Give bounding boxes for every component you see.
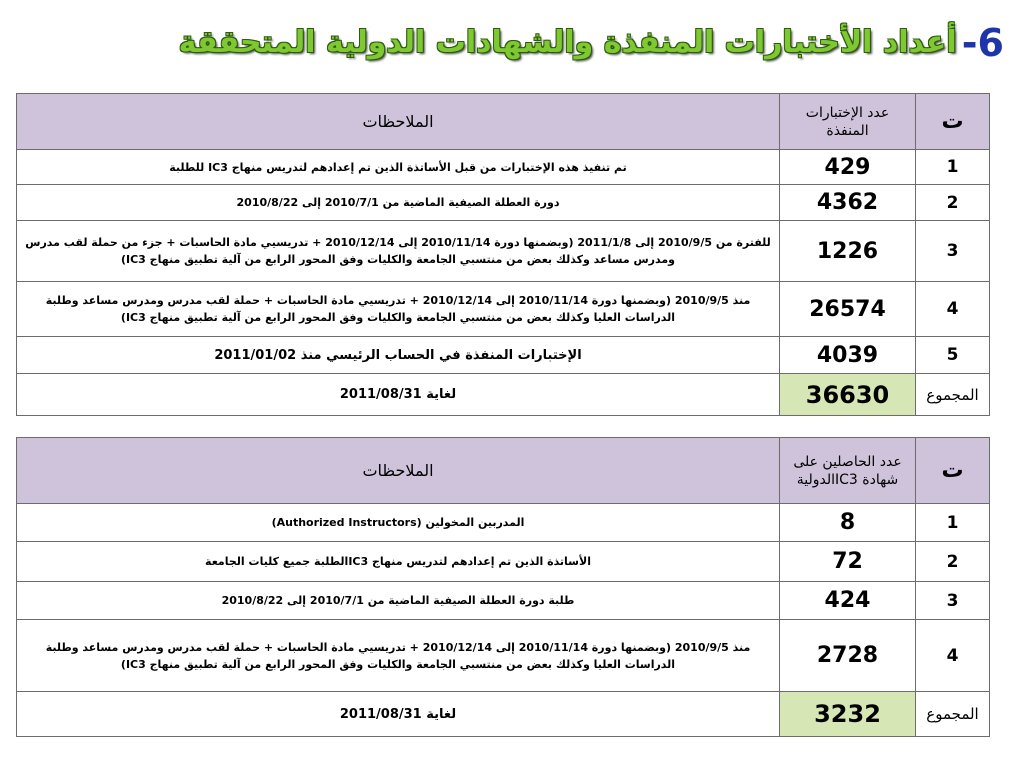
row-index: 4: [916, 282, 990, 337]
row-note: طلبة دورة العطلة الصيفية الماضية من 2010/7/1 إلى 2010/8/22: [17, 582, 780, 620]
row-index: 2: [916, 542, 990, 582]
certificate-holders-table: [16, 437, 990, 737]
row-note: للفترة من 2010/9/5 إلى 2011/1/8 (وبضمنها دورة 2010/11/14 إلى 2010/12/14 + تدريسيي مادة الحاسبات + جزء من حملة لقب مدرس ومدرس مساعد وكذلك بعض من منتسبي الجامعة والكليات وفق المحور الرابع من آلية تطبيق منهاج IC3): [17, 221, 780, 282]
total-note: لغاية 2011/08/31: [17, 692, 780, 737]
table-row: [17, 221, 990, 282]
table-row: [17, 620, 990, 692]
row-note: الإختبارات المنفذة في الحساب الرئيسي منذ 2011/01/02: [17, 337, 780, 374]
title-text: أعداد الأختبارات المنفذة والشهادات الدولية المتحققة: [178, 25, 957, 60]
row-index: 3: [916, 582, 990, 620]
header-index: ت: [916, 438, 990, 504]
row-note: منذ 2010/9/5 (وبضمنها دورة 2010/11/14 إلى 2010/12/14 + تدريسيي مادة الحاسبات + حملة لقب مدرس ومدرس مساعد وطلبة الدراسات العليا وكذلك بعض من منتسبي الجامعة والكليات وفق المحور الرابع من آلية تطبيق منهاج IC3): [17, 282, 780, 337]
row-note: منذ 2010/9/5 (وبضمنها دورة 2010/11/14 إلى 2010/12/14 + تدريسيي مادة الحاسبات + حملة لقب مدرس ومدرس مساعد وطلبة الدراسات العليا وكذلك بعض من منتسبي الجامعة والكليات وفق المحور الرابع من آلية تطبيق منهاج IC3): [17, 620, 780, 692]
row-count: 72: [780, 542, 916, 582]
row-count: 26574: [780, 282, 916, 337]
row-count: 2728: [780, 620, 916, 692]
table-total-row: [17, 692, 990, 737]
row-index: 5: [916, 337, 990, 374]
title-number: 6-: [961, 21, 1004, 65]
page-title: [0, 10, 1004, 76]
total-count: 36630: [780, 374, 916, 416]
row-count: 4362: [780, 185, 916, 221]
executed-tests-table: [16, 93, 990, 416]
row-note: تم تنفيذ هذه الإختبارات من قبل الأساتذة الذين تم إعدادهم لتدريس منهاج IC3 للطلبة: [17, 150, 780, 185]
row-note: الأساتذة الذين تم إعدادهم لتدريس منهاج IC3الطلبة جميع كليات الجامعة: [17, 542, 780, 582]
row-note: دورة العطلة الصيفية الماضية من 2010/7/1 إلى 2010/8/22: [17, 185, 780, 221]
table-row: [17, 542, 990, 582]
row-count: 4039: [780, 337, 916, 374]
table-row: [17, 504, 990, 542]
table-header-row: [17, 94, 990, 150]
total-label: المجموع: [916, 374, 990, 416]
table-row: [17, 282, 990, 337]
table-total-row: [17, 374, 990, 416]
header-notes: الملاحظات: [17, 94, 780, 150]
table-row: [17, 582, 990, 620]
total-count: 3232: [780, 692, 916, 737]
table-header-row: [17, 438, 990, 504]
total-label: المجموع: [916, 692, 990, 737]
row-count: 1226: [780, 221, 916, 282]
row-count: 8: [780, 504, 916, 542]
total-note: لغاية 2011/08/31: [17, 374, 780, 416]
row-index: 3: [916, 221, 990, 282]
row-count: 429: [780, 150, 916, 185]
table-row: [17, 150, 990, 185]
table-row: [17, 185, 990, 221]
row-index: 2: [916, 185, 990, 221]
row-count: 424: [780, 582, 916, 620]
header-count: عدد الإختبارات المنفذة: [780, 94, 916, 150]
header-index: ت: [916, 94, 990, 150]
row-note: المدربين المخولين (Authorized Instructors): [17, 504, 780, 542]
row-index: 1: [916, 504, 990, 542]
row-index: 4: [916, 620, 990, 692]
table-row: [17, 337, 990, 374]
header-notes: الملاحظات: [17, 438, 780, 504]
row-index: 1: [916, 150, 990, 185]
header-count: عدد الحاصلين على شهادة IC3الدولية: [780, 438, 916, 504]
